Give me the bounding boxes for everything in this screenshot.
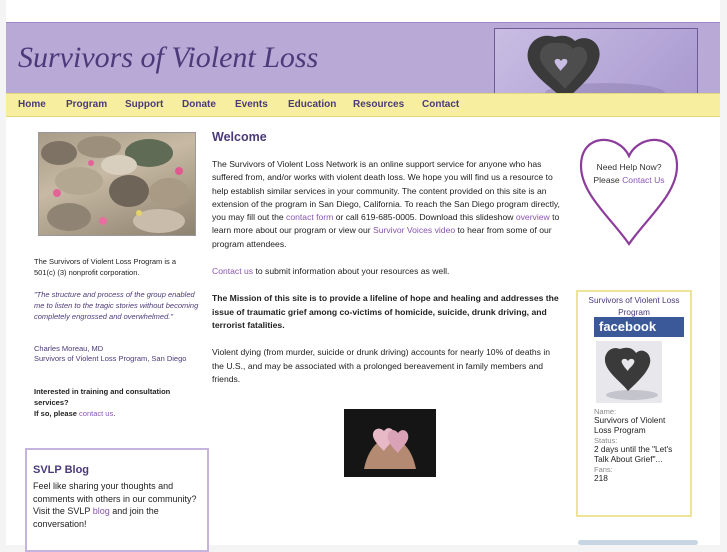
facebook-fans-label: Fans: [594,465,613,474]
facebook-logo[interactable]: facebook [594,317,684,337]
nav-resources[interactable]: Resources [353,99,405,110]
statistics-paragraph: Violent dying (from murder, suicide or drunk driving) accounts for nearly 10% of deaths in the U.S., and may be associated with a prolonged bereavement in family members and friends. [212,347,551,384]
welcome-heading: Welcome [212,130,267,144]
help-please: Please [593,174,620,185]
if-so-text: If so, please [34,409,77,418]
overview-link[interactable]: overview [515,212,550,223]
intro-text-c: to learn more about our program or view our [212,212,560,236]
site-title[interactable]: Survivors of Violent Loss [18,41,319,74]
nav-contact[interactable]: Contact [422,99,460,110]
intro-text-a: The Survivors of Violent Loss Network is an online support service for anyone who has suffered from, and/or works with violent death loss. We hope you will find us a resource to help establish similar services in your community. The content provided on this site is an extension of the program in San Diego, California. To reach the San Diego program directly, you may fill out the [212,159,560,223]
nav-support[interactable]: Support [125,99,164,110]
facebook-status-value: 2 days until the "Let's Talk About Grief"... [594,444,673,464]
contact-paragraph-text: to submit information about your resources as well. [255,266,450,277]
facebook-widget [576,290,692,517]
heart-outline-icon [575,130,683,248]
facebook-box-title[interactable]: Survivors of Violent Loss Program [588,295,680,317]
period: . [113,409,116,418]
nonprofit-text: The Survivors of Violent Loss Program is a 501(c) (3) nonprofit corporation. [34,257,177,277]
intro-paragraph [212,158,562,251]
blog-text-2: and join the conversation! [33,506,159,529]
blog-title: SVLP Blog [33,464,90,476]
help-line1: Need Help Now? [596,162,662,172]
nav-education[interactable]: Education [288,99,337,110]
survivor-voices-link[interactable]: Survivor Voices video [372,225,456,236]
help-line2 [575,174,683,187]
contact-us-link[interactable]: Contact us [212,266,254,277]
memorial-stones-photo [38,132,196,236]
nav-events[interactable]: Events [235,99,268,110]
testimonial-quote: "The structure and process of the group enabled me to listen to the tragic stories without becoming completely engrossed and overwhelmed." [34,290,199,321]
help-heart [575,130,683,248]
nav-program[interactable]: Program [66,99,108,110]
bottom-widget-edge [578,540,698,545]
help-text [575,161,683,186]
main-nav [6,93,720,117]
contact-form-link[interactable]: contact form [286,212,334,223]
blog-text-1: Feel like sharing your thoughts and comments with others in our community? Visit the SVLP [33,481,197,516]
main-content [212,130,562,386]
facebook-profile-image[interactable] [596,341,662,403]
blog-link[interactable]: blog [92,506,110,516]
hands-holding-heart-image [344,409,436,477]
nav-home[interactable]: Home [18,99,46,110]
training-question: Interested in training and consultation services? [34,387,171,407]
testimonial-author-org: Survivors of Violent Loss Program, San Diego [34,354,187,363]
nav-donate[interactable]: Donate [182,99,216,110]
intro-text-b: or call 619-685-0005. Download this slideshow [335,212,514,223]
blog-box [25,448,209,552]
contact-line [34,408,204,419]
intro-text-d: to hear from some of our program attendees. [212,225,552,249]
facebook-status-label: Status: [594,436,618,445]
facebook-fans-value: 218 [594,473,608,483]
left-contact-link[interactable]: contact us [79,409,114,418]
site-header [6,22,720,94]
facebook-name-value[interactable]: Survivors of Violent Loss Program [594,415,666,435]
testimonial-author: Charles Moreau, MD [34,344,104,353]
contact-paragraph [212,265,562,278]
blog-text [33,480,201,530]
facebook-badge [594,317,684,503]
mission-paragraph: The Mission of this site is to provide a lifeline of hope and healing and addresses the issue of traumatic grief among co-victims of homicide, suicide, drunk driving, and terrorist fatalities. [212,293,559,330]
help-contact-link[interactable]: Contact Us [622,174,665,185]
facebook-name-label: Name: [594,407,617,416]
